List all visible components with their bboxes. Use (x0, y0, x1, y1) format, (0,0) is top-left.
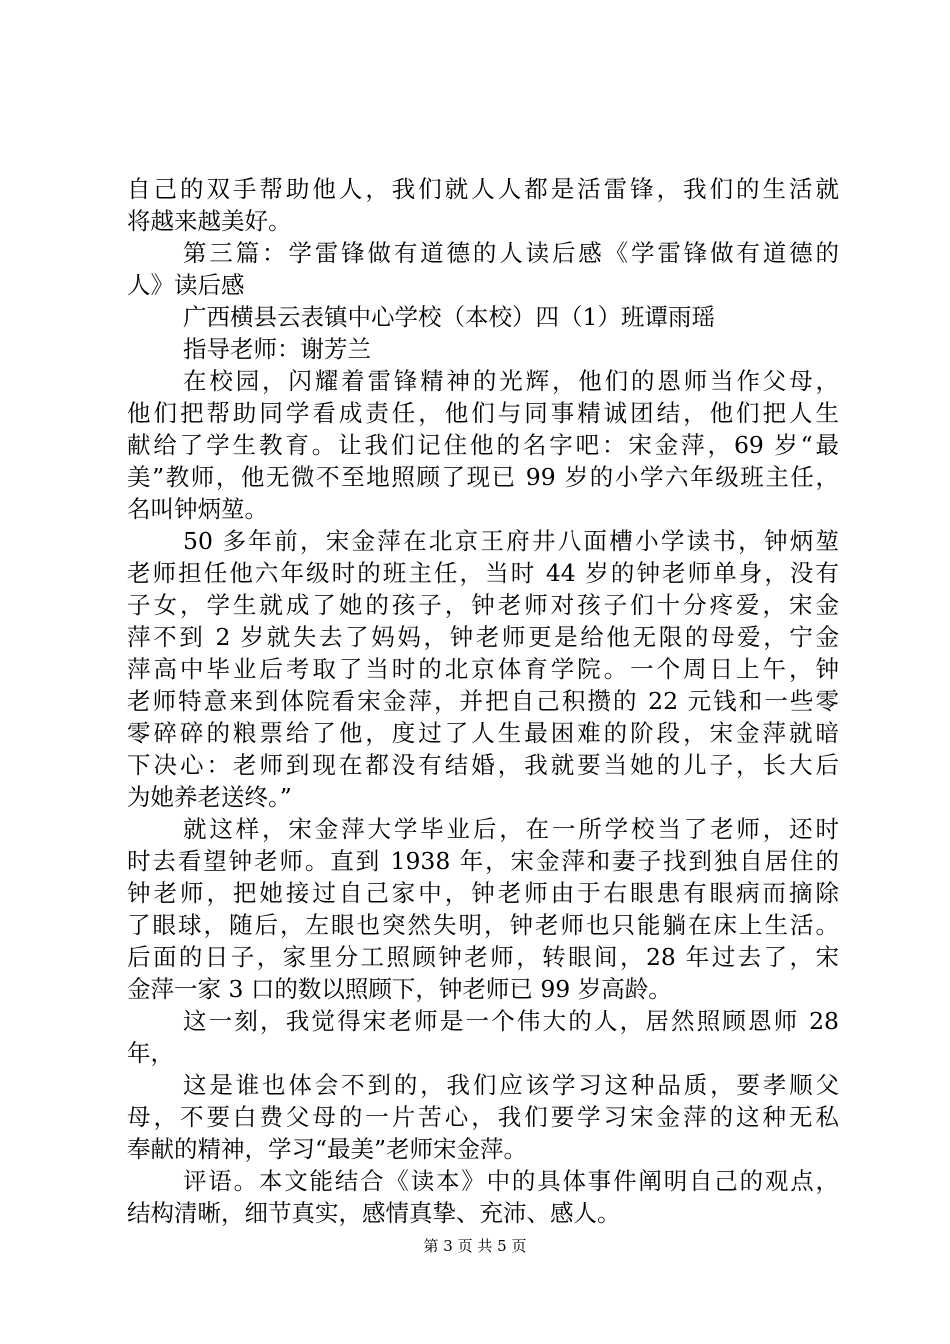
document-body (127, 173, 839, 1229)
text-line: 子女，学生就成了她的孩子，钟老师对孩子们十分疼爱，宋金 (127, 591, 839, 619)
text-line: 了眼球，随后，左眼也突然失明，钟老师也只能躺在床上生活。 (127, 911, 839, 939)
text-line: 萍不到 2 岁就失去了妈妈，钟老师更是给他无限的母爱，宁金 (127, 623, 839, 651)
text-line: 时去看望钟老师。直到 1938 年，宋金萍和妻子找到独自居住的 (127, 847, 839, 875)
text-line: 名叫钟炳堃。 (127, 495, 268, 523)
page-footer: 第 3 页 共 5 页 (423, 1237, 527, 1255)
text-line: 美”教师，他无微不至地照顾了现已 99 岁的小学六年级班主任， (127, 463, 839, 491)
text-line: 将越来越美好。 (127, 207, 292, 235)
text-line: 他们把帮助同学看成责任，他们与同事精诚团结，他们把人生 (127, 399, 839, 427)
text-line: 人》读后感 (127, 271, 245, 299)
text-line: 金萍一家 3 口的数以照顾下，钟老师已 99 岁高龄。 (127, 975, 672, 1003)
text-line: 广西横县云表镇中心学校（本校）四（1）班谭雨瑶 (183, 303, 715, 331)
text-line: 自己的双手帮助他人，我们就人人都是活雷锋，我们的生活就 (127, 175, 839, 203)
text-line: 母，不要白费父母的一片苦心，我们要学习宋金萍的这种无私 (127, 1103, 839, 1131)
text-line: 老师担任他六年级时的班主任，当时 44 岁的钟老师单身，没有 (127, 559, 839, 587)
text-line: 结构清晰，细节真实，感情真挚、充沛、感人。 (127, 1199, 621, 1227)
text-line: 50 多年前，宋金萍在北京王府井八面槽小学读书，钟炳堃 (183, 527, 839, 555)
text-line: 下决心：老师到现在都没有结婚，我就要当她的儿子，长大后 (127, 751, 839, 779)
text-line: 这一刻，我觉得宋老师是一个伟大的人，居然照顾恩师 28 (183, 1007, 839, 1035)
text-line: 献给了学生教育。让我们记住他的名字吧：宋金萍，69 岁“最 (127, 431, 839, 459)
text-line: 为她养老送终。” (127, 783, 292, 811)
text-line: 钟老师，把她接过自己家中，钟老师由于右眼患有眼病而摘除 (127, 879, 839, 907)
text-line: 第三篇：学雷锋做有道德的人读后感《学雷锋做有道德的 (183, 239, 839, 267)
text-line: 这是谁也体会不到的，我们应该学习这种品质，要孝顺父 (183, 1071, 839, 1099)
text-line: 指导老师：谢芳兰 (183, 335, 371, 363)
text-line: 后面的日子，家里分工照顾钟老师，转眼间，28 年过去了，宋 (127, 943, 839, 971)
text-line: 萍高中毕业后考取了当时的北京体育学院。一个周日上午，钟 (127, 655, 839, 683)
text-line: 奉献的精神，学习“最美”老师宋金萍。 (127, 1135, 528, 1163)
text-line: 零碎碎的粮票给了他，度过了人生最困难的阶段，宋金萍就暗 (127, 719, 839, 747)
text-line: 就这样，宋金萍大学毕业后，在一所学校当了老师，还时 (183, 815, 839, 843)
text-line: 在校园，闪耀着雷锋精神的光辉，他们的恩师当作父母， (183, 367, 839, 395)
text-line: 评语。本文能结合《读本》中的具体事件阐明自己的观点， (183, 1167, 839, 1195)
text-line: 老师特意来到体院看宋金萍，并把自己积攒的 22 元钱和一些零 (127, 687, 839, 715)
text-line: 年， (127, 1039, 174, 1067)
